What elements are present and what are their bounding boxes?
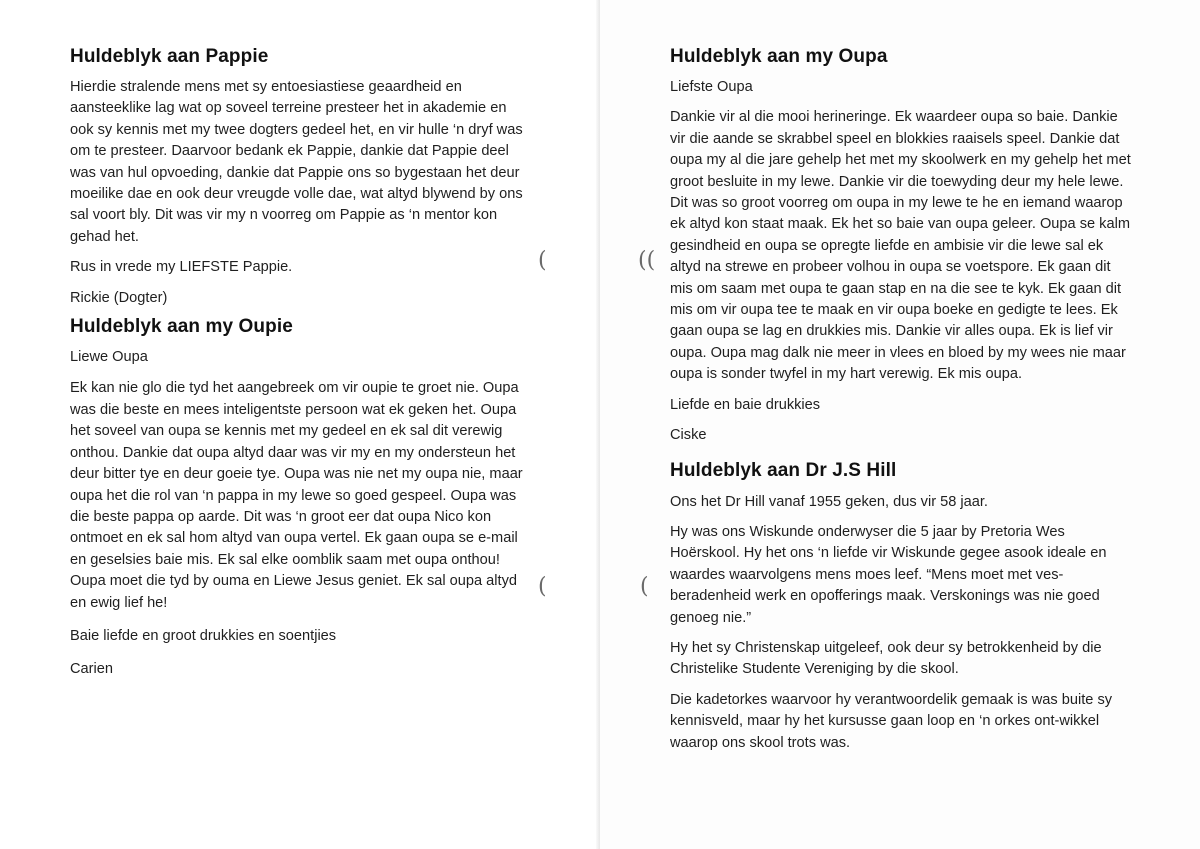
tribute-oupa-signature: Ciske	[670, 427, 707, 444]
tribute-hill-para-2: Hy was ons Wiskunde onderwyser die 5 jaar by Pretoria Wes Hoërskool. Hy het ons ‘n liefde vir Wiskunde gegee asook ideale en waardes waarvolgens mens moes leef. “Mens moet met ves-beradenheid werk en opofferings maak. Verskonings was nie goed genoeg nie.”	[670, 523, 1107, 626]
tribute-oupie-signature: Carien	[70, 661, 113, 678]
tribute-pappie-heading: Huldeblyk aan Pappie	[70, 46, 269, 67]
tribute-oupa-heading: Huldeblyk aan my Oupa	[670, 46, 888, 67]
tribute-oupa-greeting: Liefste Oupa	[670, 79, 753, 95]
binding-mark-bottom-right: (	[640, 574, 649, 599]
tribute-oupie-body: Ek kan nie glo die tyd het aangebreek om vir oupie te groet nie. Oupa was die beste en mees inteligentste persoon wat ek geken het. Oupa het soveel van oupa se kennis met my gedeel en ek sal dit verewig onthou. Dankie dat oupa altyd daar was vir my en my ondersteun het deur bitter tye en deur goeie tye. Oupa was nie net my oupa nie, maar oupa het die rol van ‘n pappa in my lewe so goed gespeel. Oupa was die beste pappa op aarde. Dit was ‘n groot eer dat oupa Nico kon ontmoet en ek sal hom altyd van oupa vertel. Ek gaan oupa se e-mail en geselsies baie mis. Ek sal elke oomblik saam met oupa onthou! Oupa moet die tyd by ouma en Liewe Jesus geniet. Ek sal oupa altyd en ewig lief he!	[70, 380, 523, 611]
tribute-oupie-heading: Huldeblyk aan my Oupie	[70, 316, 293, 338]
tribute-pappie-body: Hierdie stralende mens met sy entoesiastiese geaardheid en aansteeklike lag wat op soveel terreine presteer het in akademie en ook sy kennis met my twee dogters gedeel het, en vir hulle ‘n dryf was om te presteer. Daarvoor bedank ek Pappie, dankie dat Pappie deel was van hul opvoeding, dankie dat Pappie ons so bygestaan het deur moeilike dae en ook deur vreugde volle dae, wat altyd blywend by ons sal voort bly. Dit was vir my n voorreg om Pappie as ‘n mentor kon gehad het.	[70, 79, 523, 245]
tribute-oupa-closing: Liefde en baie drukkies	[670, 396, 821, 413]
left-column	[70, 46, 532, 681]
tribute-hill-para-3: Hy het sy Christenskap uitgeleef, ook deur sy betrokkenheid by die Christelike Studente Vereniging by die skool.	[670, 639, 1102, 678]
tribute-pappie-signature: Rickie (Dogter)	[70, 289, 168, 306]
binding-mark-top-left: (	[538, 248, 547, 273]
tribute-oupie-closing: Baie liefde en groot drukkies en soentjies	[70, 627, 337, 644]
tribute-hill-heading: Huldeblyk aan Dr J.S Hill	[670, 459, 897, 481]
binding-mark-bottom-left: (	[538, 574, 547, 599]
tribute-oupa-body: Dankie vir al die mooi herineringe. Ek waardeer oupa so baie. Dankie vir die aande se skrabbel speel en blokkies raaisels speel. Dankie dat oupa my al die jare gehelp het met my skoolwerk en my gehelp het met groot besluite in my lewe. Dankie vir die toewyding deur my hele lewe. Dit was so groot voorreg om oupa in my lewe te he en iemand waarop ek altyd kon staat maak. Ek het so baie van oupa geleer. Oupa se kalm gesindheid en oupa se opregte liefde en ambisie vir die lewe sal ek altyd na strewe en probeer volhou in oupa se voetspore. Ek gaan dit mis om saam met oupa te gaan stap en na die see te kyk. Ek gaan dit mis om vir oupa tee te maak en vir oupa boeke en gedigte te lees. Ek gaan oupa se lag en drukkies mis. Dankie vir alles oupa. Ek is lief vir oupa. Oupa mag dalk nie meer in vlees en bloed by my wees nie maar oupa is sonder twyfel in my hart verewig. Ek mis oupa.	[670, 109, 1131, 383]
tribute-hill-para-4: Die kadetorkes waarvoor hy verantwoordelik gemaak is was buite sy kennisveld, maar hy het kursusse gaan loop en ‘n orkes ont-wikkel waarop ons skool trots was.	[670, 691, 1113, 751]
tribute-hill-para-1: Ons het Dr Hill vanaf 1955 geken, dus vir 58 jaar.	[670, 493, 988, 510]
tribute-oupie-greeting: Liewe Oupa	[70, 349, 148, 366]
tribute-pappie-closing: Rus in vrede my LIEFSTE Pappie.	[70, 259, 293, 276]
right-column	[670, 46, 1132, 754]
binding-mark-top-right: ((	[638, 248, 656, 273]
